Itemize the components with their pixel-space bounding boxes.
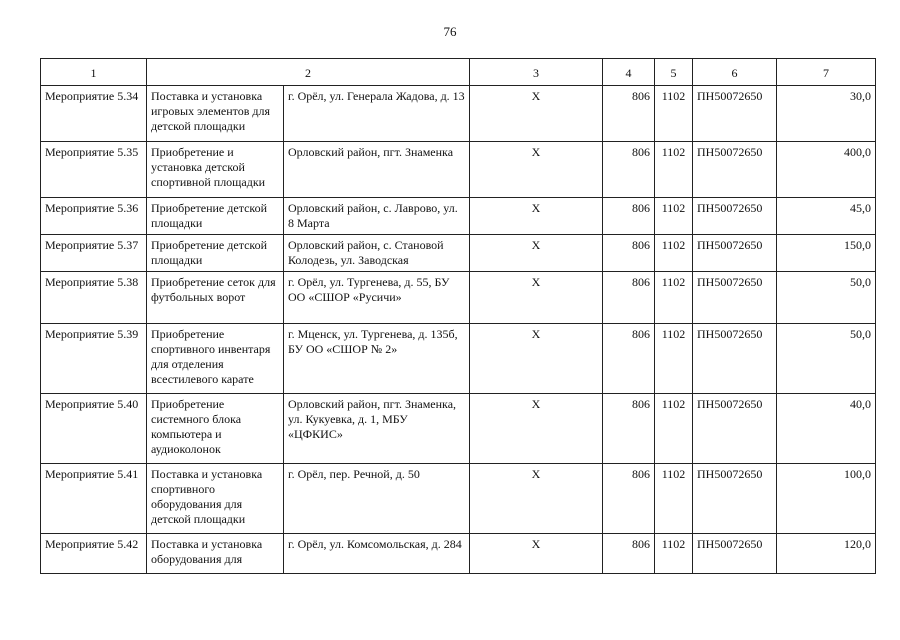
cell-col-4: 806	[603, 464, 655, 534]
table-row	[41, 394, 876, 464]
cell-col-6: ПН50072650	[693, 198, 777, 235]
cell-activity-name: Приобретение и установка детской спортивной площадки	[147, 142, 284, 198]
table-row	[41, 235, 876, 272]
cell-col-3: Х	[470, 464, 603, 534]
budget-table	[40, 58, 876, 574]
cell-col-5: 1102	[655, 235, 693, 272]
table-row	[41, 464, 876, 534]
cell-col-7: 100,0	[777, 464, 876, 534]
cell-col-7: 30,0	[777, 86, 876, 142]
cell-activity-id: Мероприятие 5.41	[41, 464, 147, 534]
header-col-6: 6	[693, 59, 777, 86]
cell-activity-name: Приобретение спортивного инвентаря для отделения всестилевого карате	[147, 324, 284, 394]
cell-col-4: 806	[603, 272, 655, 324]
cell-activity-name: Приобретение системного блока компьютера и аудиоколонок	[147, 394, 284, 464]
cell-col-6: ПН50072650	[693, 464, 777, 534]
cell-col-5: 1102	[655, 394, 693, 464]
cell-activity-name: Поставка и установка спортивного оборудования для детской площадки	[147, 464, 284, 534]
cell-col-3: Х	[470, 86, 603, 142]
table-row	[41, 324, 876, 394]
cell-col-3: Х	[470, 324, 603, 394]
cell-activity-id: Мероприятие 5.39	[41, 324, 147, 394]
cell-address: г. Орёл, ул. Генерала Жадова, д. 13	[284, 86, 470, 142]
cell-address: Орловский район, с. Лаврово, ул. 8 Марта	[284, 198, 470, 235]
cell-activity-id: Мероприятие 5.38	[41, 272, 147, 324]
header-col-1: 1	[41, 59, 147, 86]
cell-address: г. Мценск, ул. Тургенева, д. 135б, БУ ОО «СШОР № 2»	[284, 324, 470, 394]
cell-activity-name: Приобретение детской площадки	[147, 198, 284, 235]
cell-col-5: 1102	[655, 272, 693, 324]
header-col-5: 5	[655, 59, 693, 86]
table-row	[41, 534, 876, 574]
cell-col-7: 40,0	[777, 394, 876, 464]
cell-col-4: 806	[603, 198, 655, 235]
cell-activity-id: Мероприятие 5.37	[41, 235, 147, 272]
header-col-2: 2	[147, 59, 470, 86]
header-col-7: 7	[777, 59, 876, 86]
header-col-3: 3	[470, 59, 603, 86]
cell-col-7: 120,0	[777, 534, 876, 574]
header-row	[41, 59, 876, 86]
cell-col-5: 1102	[655, 324, 693, 394]
cell-col-4: 806	[603, 394, 655, 464]
cell-col-6: ПН50072650	[693, 324, 777, 394]
cell-activity-name: Приобретение сеток для футбольных ворот	[147, 272, 284, 324]
cell-activity-name: Поставка и установка игровых элементов для детской площадки	[147, 86, 284, 142]
cell-activity-id: Мероприятие 5.40	[41, 394, 147, 464]
cell-col-7: 50,0	[777, 324, 876, 394]
cell-activity-name: Поставка и установка оборудования для	[147, 534, 284, 574]
cell-col-4: 806	[603, 235, 655, 272]
table-row	[41, 86, 876, 142]
cell-col-5: 1102	[655, 142, 693, 198]
cell-col-6: ПН50072650	[693, 86, 777, 142]
cell-col-3: Х	[470, 142, 603, 198]
table-row	[41, 198, 876, 235]
cell-activity-id: Мероприятие 5.42	[41, 534, 147, 574]
cell-activity-id: Мероприятие 5.35	[41, 142, 147, 198]
cell-address: г. Орёл, ул. Комсомольская, д. 284	[284, 534, 470, 574]
cell-col-6: ПН50072650	[693, 534, 777, 574]
cell-activity-id: Мероприятие 5.36	[41, 198, 147, 235]
cell-col-4: 806	[603, 534, 655, 574]
cell-col-6: ПН50072650	[693, 142, 777, 198]
cell-address: г. Орёл, ул. Тургенева, д. 55, БУ ОО «СШОР «Русичи»	[284, 272, 470, 324]
cell-col-5: 1102	[655, 534, 693, 574]
cell-activity-id: Мероприятие 5.34	[41, 86, 147, 142]
cell-col-7: 45,0	[777, 198, 876, 235]
table-body	[41, 86, 876, 574]
cell-col-6: ПН50072650	[693, 272, 777, 324]
cell-col-3: Х	[470, 198, 603, 235]
cell-address: Орловский район, пгт. Знаменка	[284, 142, 470, 198]
cell-address: Орловский район, пгт. Знаменка, ул. Кукуевка, д. 1, МБУ «ЦФКИС»	[284, 394, 470, 464]
cell-address: Орловский район, с. Становой Колодезь, ул. Заводская	[284, 235, 470, 272]
cell-col-3: Х	[470, 235, 603, 272]
cell-col-7: 150,0	[777, 235, 876, 272]
cell-col-3: Х	[470, 272, 603, 324]
page-number: 76	[443, 24, 457, 39]
cell-col-4: 806	[603, 86, 655, 142]
cell-col-3: Х	[470, 394, 603, 464]
cell-col-5: 1102	[655, 198, 693, 235]
cell-activity-name: Приобретение детской площадки	[147, 235, 284, 272]
header-col-4: 4	[603, 59, 655, 86]
cell-col-3: Х	[470, 534, 603, 574]
cell-col-7: 50,0	[777, 272, 876, 324]
cell-col-4: 806	[603, 142, 655, 198]
cell-col-5: 1102	[655, 86, 693, 142]
cell-col-4: 806	[603, 324, 655, 394]
cell-address: г. Орёл, пер. Речной, д. 50	[284, 464, 470, 534]
cell-col-7: 400,0	[777, 142, 876, 198]
cell-col-6: ПН50072650	[693, 394, 777, 464]
table-row	[41, 272, 876, 324]
cell-col-5: 1102	[655, 464, 693, 534]
table-row	[41, 142, 876, 198]
cell-col-6: ПН50072650	[693, 235, 777, 272]
